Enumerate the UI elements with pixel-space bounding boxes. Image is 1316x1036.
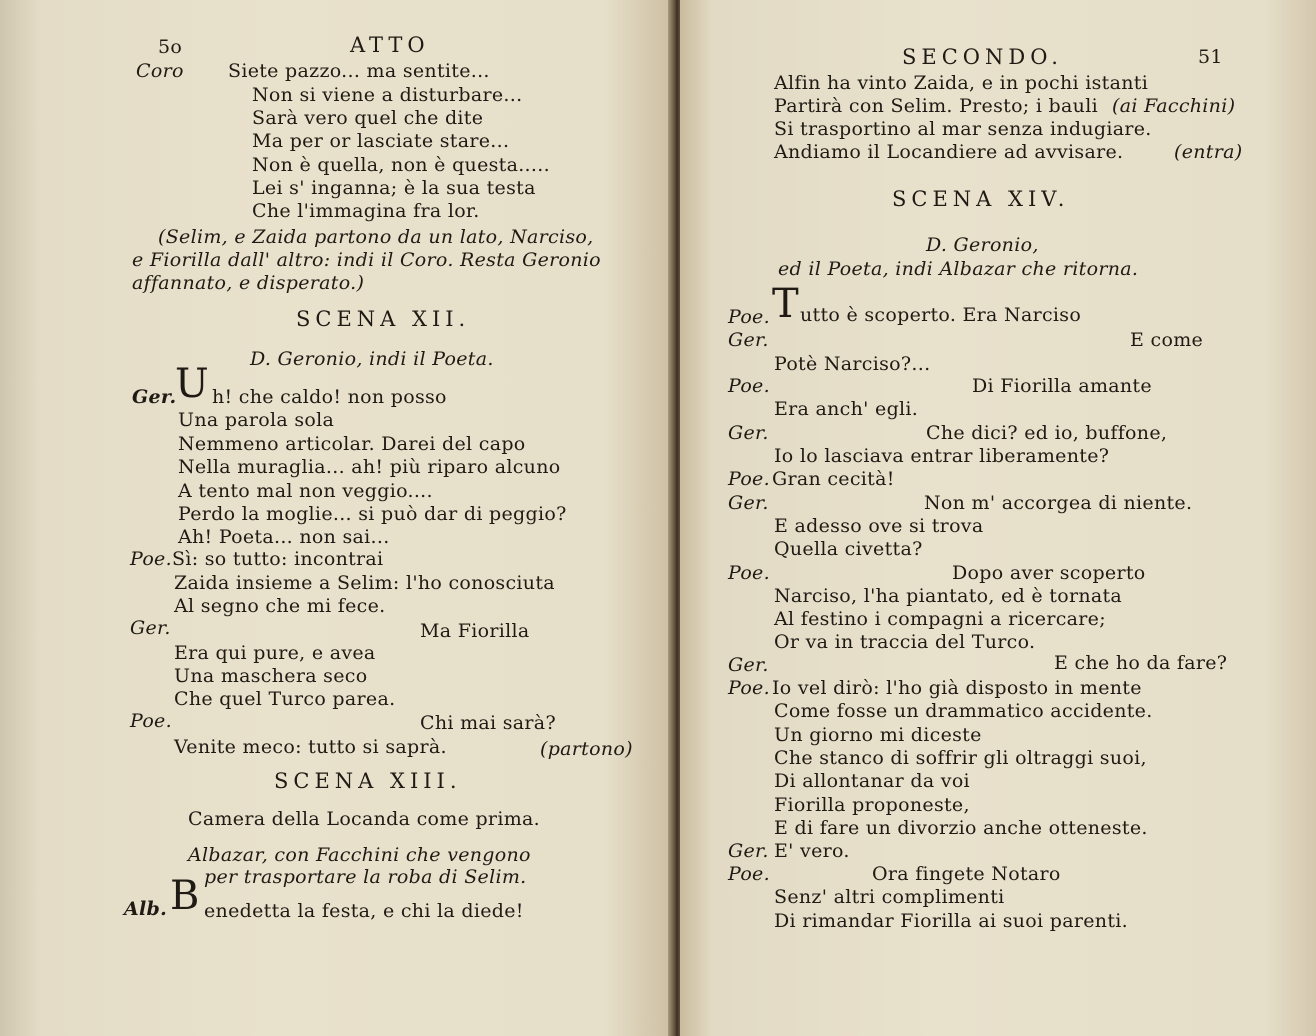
drop-cap: T — [772, 281, 799, 327]
verse-line: Zaida insieme a Selim: l'ho conosciuta — [174, 572, 555, 594]
verse-line: Or va in traccia del Turco. — [774, 631, 1036, 653]
verse-line: h! che caldo! non posso — [212, 386, 447, 408]
speaker-label: Alb. — [124, 898, 168, 920]
speaker-label: Poe. — [728, 468, 770, 490]
verse-line: Non m' accorgea di niente. — [924, 492, 1193, 514]
verse-line: Io vel dirò: l'ho già disposto in mente — [772, 677, 1142, 699]
verse-line: Io lo lasciava entrar liberamente? — [774, 445, 1110, 467]
speaker-label: Poe. — [728, 375, 770, 397]
verse-line: Nella muraglia... ah! più riparo alcuno — [178, 456, 561, 478]
speaker-label: Poe. — [130, 710, 172, 732]
verse-line: Al festino i compagni a ricercare; — [774, 608, 1106, 630]
verse-line: E come — [1130, 329, 1204, 351]
verse-line: Di Fiorilla amante — [972, 375, 1152, 397]
scene-characters: D. Geronio, — [926, 234, 1039, 256]
verse-line: Quella civetta? — [774, 538, 923, 560]
verse-line: Era anch' egli. — [774, 398, 919, 420]
verse-line: Al segno che mi fece. — [174, 595, 386, 617]
verse-line: Come fosse un drammatico accidente. — [774, 700, 1153, 722]
verse-line: Di allontanar da voi — [774, 770, 970, 792]
scene-characters: ed il Poeta, indi Albazar che ritorna. — [778, 258, 1139, 280]
speaker-label: Ger. — [728, 422, 769, 444]
verse-line: Siete pazzo... ma sentite... — [228, 60, 490, 82]
verse-line: Senz' altri complimenti — [774, 886, 1005, 908]
stage-direction: e Fiorilla dall' altro: indi il Coro. Resta Geronio — [132, 249, 601, 271]
verse-line: Potè Narciso?... — [774, 353, 931, 375]
verse-line: Dopo aver scoperto — [952, 562, 1146, 584]
speaker-label: Ger. — [728, 492, 769, 514]
verse-line: Venite meco: tutto si saprà. — [174, 736, 447, 758]
speaker-label: Ger. — [728, 654, 769, 676]
drop-cap: B — [170, 873, 200, 919]
verse-line: Fiorilla proponeste, — [774, 794, 970, 816]
verse-line: Sì: so tutto: incontrai — [172, 548, 384, 570]
verse-line: Ora fingete Notaro — [872, 863, 1061, 885]
speaker-label: Poe. — [130, 548, 172, 570]
speaker-label: Ger. — [728, 840, 769, 862]
verse-line: E' vero. — [774, 840, 850, 862]
verse-line: enedetta la festa, e chi la diede! — [204, 900, 524, 922]
verse-line: Andiamo il Locandiere ad avvisare. — [774, 141, 1124, 163]
verse-line: Un giorno mi diceste — [774, 724, 982, 746]
verse-line: utto è scoperto. Era Narciso — [800, 304, 1082, 326]
scene-heading: SCENA XII. — [296, 307, 471, 331]
verse-line: Si trasportino al mar senza indugiare. — [774, 118, 1152, 140]
verse-line: Ah! Poeta... non sai... — [178, 526, 390, 548]
verse-line: E di fare un divorzio anche otteneste. — [774, 817, 1148, 839]
verse-line: Narciso, l'ha piantato, ed è tornata — [774, 585, 1123, 607]
verse-line: Che dici? ed io, buffone, — [926, 422, 1168, 444]
verse-line: Nemmeno articolar. Darei del capo — [178, 433, 526, 455]
verse-line: Ma per or lasciate stare... — [252, 130, 510, 152]
speaker-label: Ger. — [130, 617, 171, 639]
speaker-label: Poe. — [728, 562, 770, 584]
drop-cap: U — [175, 361, 210, 407]
verse-line: Non si viene a disturbare... — [252, 84, 523, 106]
verse-line: E che ho da fare? — [1054, 652, 1228, 674]
stage-direction: (Selim, e Zaida partono da un lato, Narciso, — [158, 226, 594, 248]
speaker-label: Poe. — [728, 306, 770, 328]
scene-heading: SCENA XIII. — [274, 769, 462, 793]
stage-direction: (partono) — [540, 738, 633, 760]
speaker-label: Poe. — [728, 677, 770, 699]
verse-line: Ma Fiorilla — [420, 620, 530, 642]
page-number: 5o — [158, 36, 183, 58]
verse-line: Alfin ha vinto Zaida, e in pochi istanti — [774, 72, 1149, 94]
scene-characters: D. Geronio, indi il Poeta. — [250, 348, 494, 370]
scene-heading: SCENA XIV. — [892, 187, 1070, 211]
running-head: ATTO — [350, 33, 430, 57]
verse-line: Una parola sola — [178, 409, 335, 431]
scene-setting: Camera della Locanda come prima. — [188, 808, 540, 830]
speaker-label: Ger. — [728, 329, 769, 351]
verse-line: Che stanco di soffrir gli oltraggi suoi, — [774, 747, 1147, 769]
verse-line: Era qui pure, e avea — [174, 642, 376, 664]
verse-line: A tento mal non veggio.... — [178, 480, 433, 502]
verse-line: Che quel Turco parea. — [174, 688, 396, 710]
verse-line: Perdo la moglie... si può dar di peggio? — [178, 503, 567, 525]
speaker-label: Poe. — [728, 863, 770, 885]
verse-line: Partirà con Selim. Presto; i bauli — [774, 95, 1098, 117]
stage-direction: affannato, e disperato.) — [132, 272, 365, 294]
verse-line: Chi mai sarà? — [420, 712, 556, 734]
right-page — [680, 0, 1316, 1036]
page-number: 51 — [1198, 46, 1223, 68]
verse-line: Non è quella, non è questa..... — [252, 154, 550, 176]
stage-direction: (entra) — [1174, 141, 1243, 163]
verse-line: Di rimandar Fiorilla ai suoi parenti. — [774, 910, 1128, 932]
speaker-label: Ger. — [132, 386, 177, 408]
verse-line: Lei s' inganna; è la sua testa — [252, 177, 536, 199]
running-head: SECONDO. — [902, 45, 1063, 69]
verse-line: E adesso ove si trova — [774, 515, 984, 537]
verse-line: Gran cecità! — [772, 468, 895, 490]
speaker-label: Coro — [136, 60, 184, 82]
verse-line: Che l'immagina fra lor. — [252, 200, 480, 222]
scene-characters: Albazar, con Facchini che vengono — [188, 844, 531, 866]
stage-direction: (ai Facchini) — [1112, 95, 1236, 117]
verse-line: Una maschera seco — [174, 665, 368, 687]
scene-characters: per trasportare la roba di Selim. — [204, 866, 527, 888]
verse-line: Sarà vero quel che dite — [252, 107, 484, 129]
